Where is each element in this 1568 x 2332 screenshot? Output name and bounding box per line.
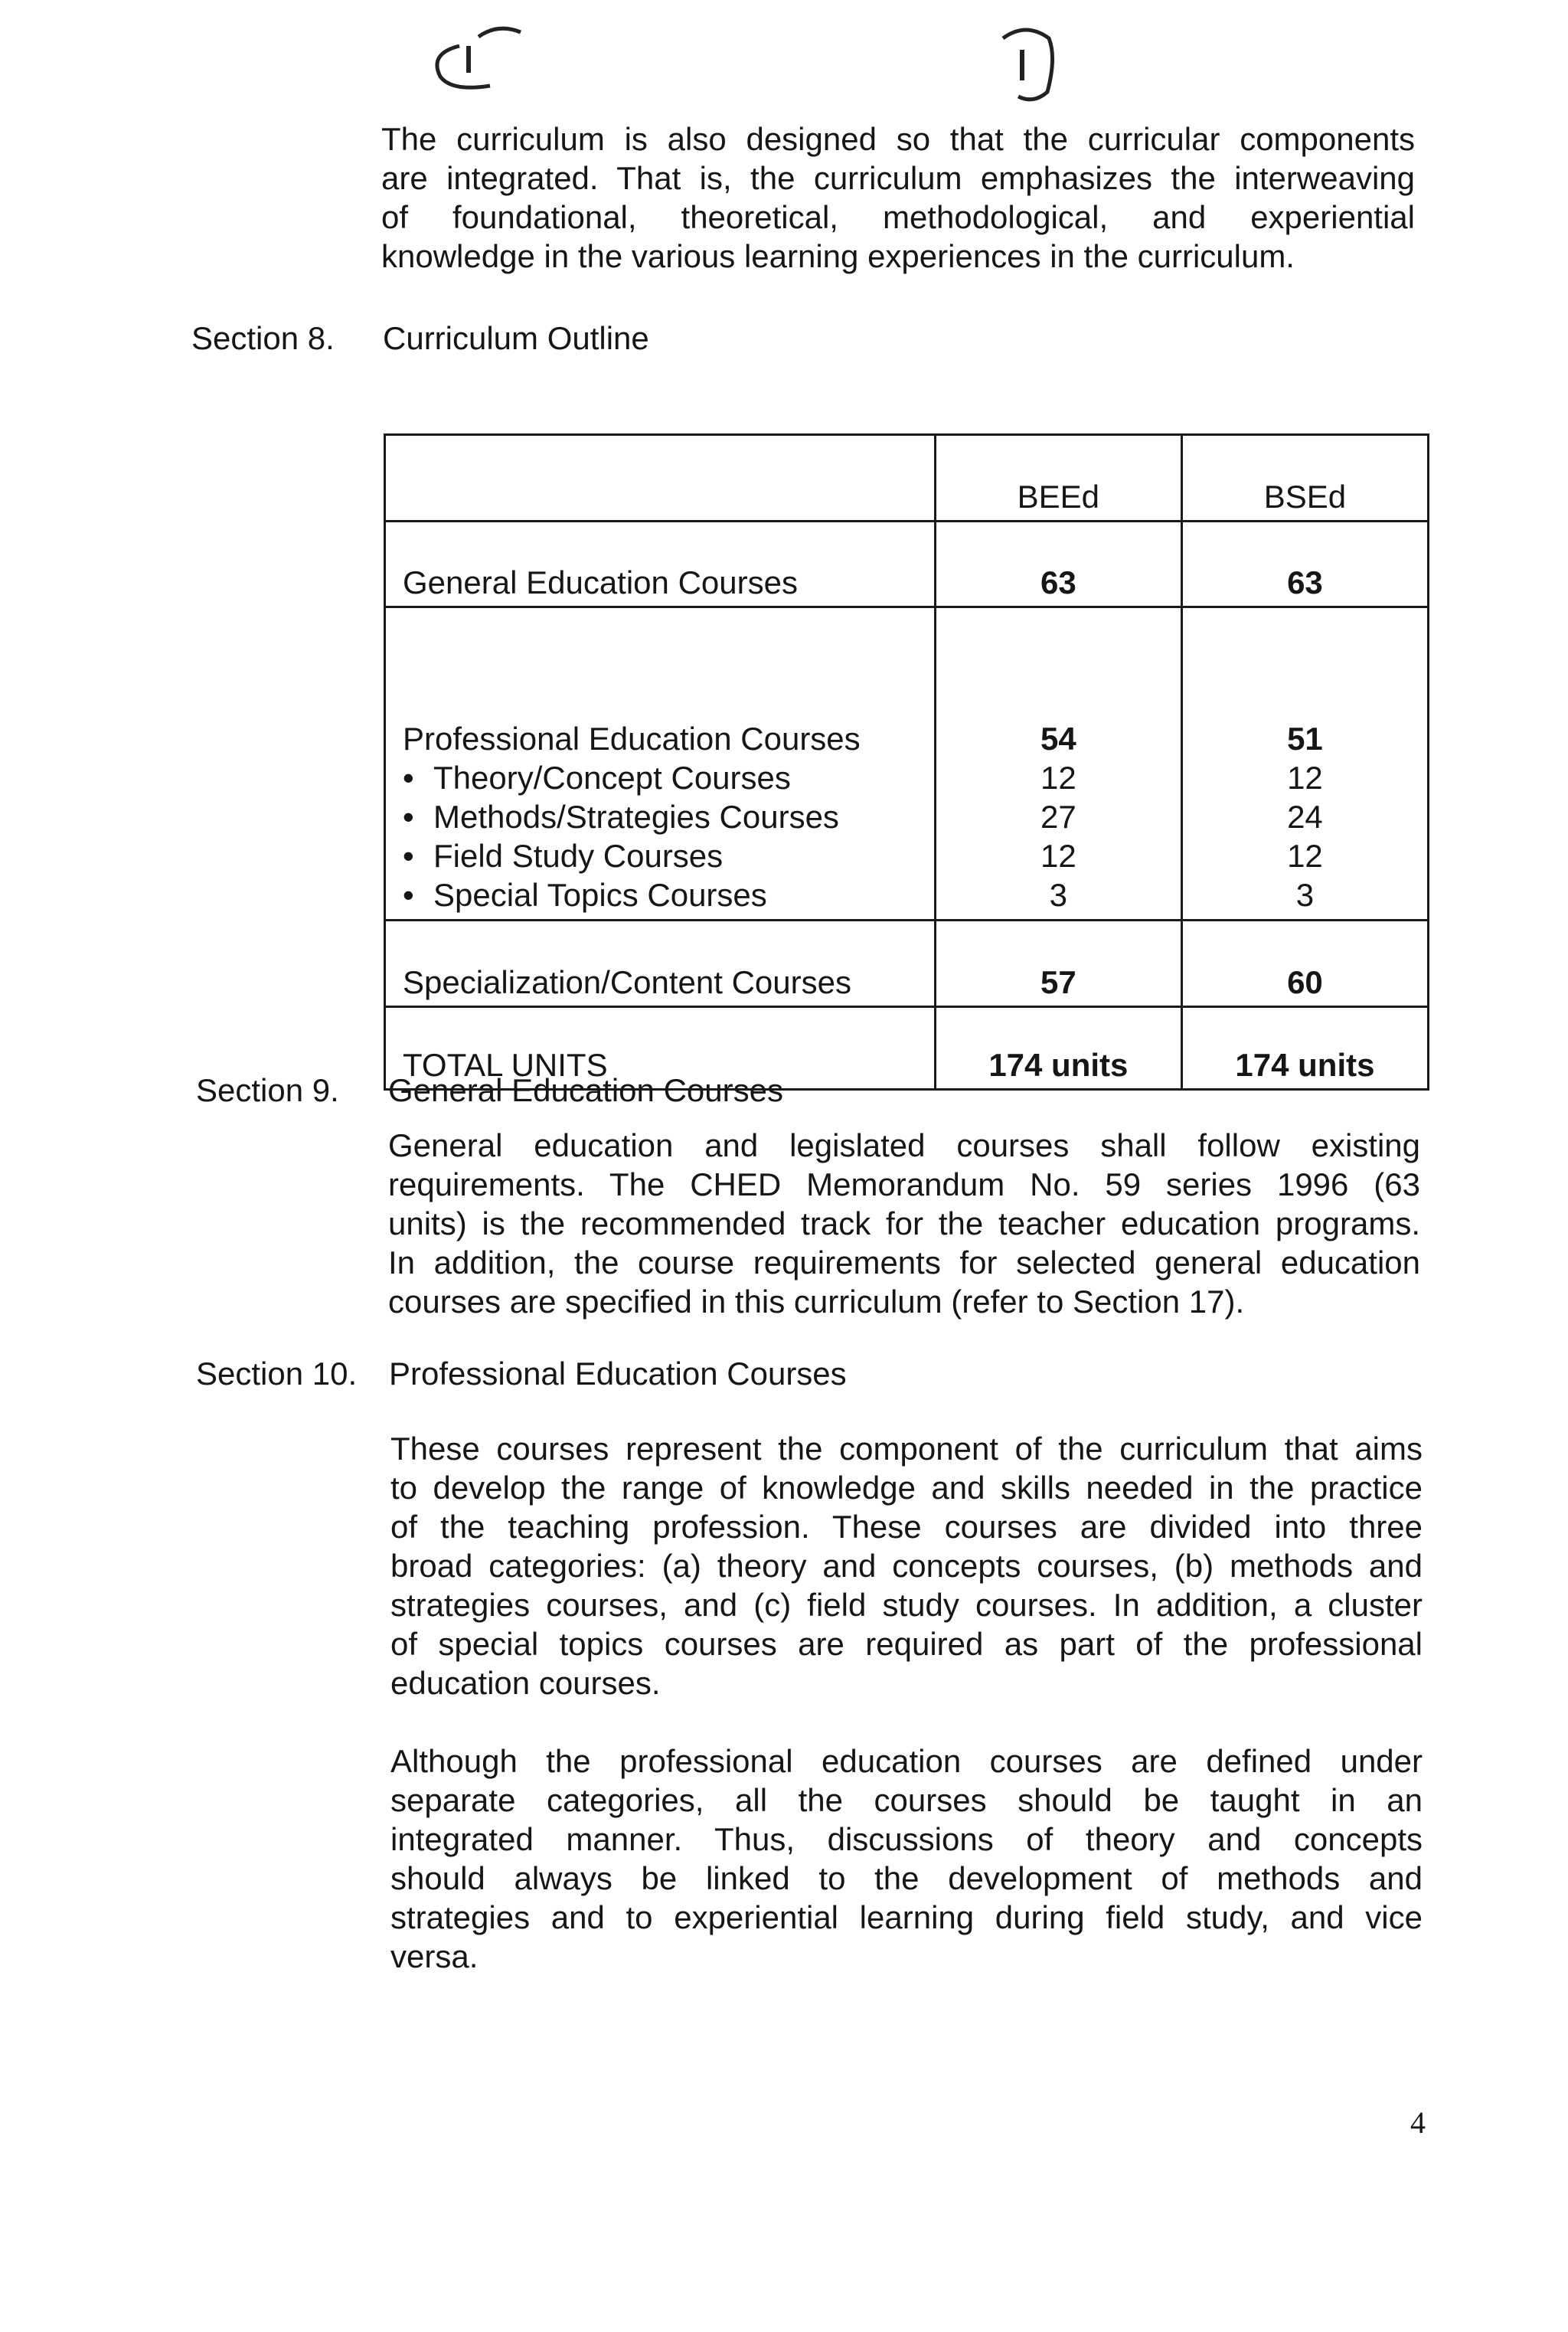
curriculum-outline-table [384,433,1429,1091]
section-10-title: Professional Education Courses [389,1356,847,1392]
beed-sub-value: 3 [1049,877,1068,913]
table-row-general-education [385,522,1429,607]
section-10-line: integrated manner. Thus, discussions of theory and concepts [390,1821,1423,1857]
sub-item-label: • Special Topics Courses [403,875,934,914]
section-10-line: to develop the range of knowledge and skills needed in the practice [390,1470,1423,1506]
row-label: Specialization/Content Courses [385,921,936,1007]
section-9-number: Section 9. [196,1072,339,1108]
bsed-value: 51 [1287,721,1323,757]
section-10-line: Although the professional education courses are defined under [390,1743,1423,1779]
table-header-bsed: BSEd [1181,435,1428,522]
bsed-sub-value: 12 [1287,760,1323,796]
intro-line: knowledge in the various learning experiences in the curriculum. [381,238,1295,274]
bsed-value: 63 [1181,522,1428,607]
beed-value: 63 [935,522,1181,607]
page-number: 4 [1410,2105,1426,2140]
beed-sub-value: 12 [1040,760,1076,796]
beed-value: 57 [935,921,1181,1007]
bsed-value-group [1181,607,1428,921]
intro-line: The curriculum is also designed so that the curricular components [381,121,1415,157]
row-label: General Education Courses [385,522,936,607]
section-10-line: broad categories: (a) theory and concepts courses, (b) methods and [390,1548,1423,1584]
sub-item-label: • Methods/Strategies Courses [403,797,934,836]
beed-value: 54 [1040,721,1076,757]
bsed-value: 174 units [1181,1007,1428,1090]
section-10-paragraph-1 [390,1429,1423,1702]
beed-sub-value: 27 [1040,799,1076,835]
section-10-line: versa. [390,1938,479,1974]
section-9-paragraph [388,1126,1420,1321]
beed-value-group [935,607,1181,921]
section-10-line: of the teaching profession. These courses are divided into three [390,1509,1423,1545]
section-9-title: General Education Courses [388,1072,783,1108]
section-10-line: strategies and to experiential learning during field study, and vice [390,1899,1423,1935]
sub-item-label: • Field Study Courses [403,836,934,875]
table-row-specialization [385,921,1429,1007]
section-10-line: These courses represent the component of the curriculum that aims [390,1431,1423,1467]
section-10-number: Section 10. [196,1356,358,1392]
section-9-line: In addition, the course requirements for selected general education [388,1244,1420,1280]
section-8-number: Section 8. [191,320,335,356]
table-row-professional-education [385,607,1429,921]
bsed-sub-value: 3 [1295,877,1315,913]
table-header-cell [385,435,936,522]
row-label: Professional Education Courses [403,721,861,757]
sub-item-label: • Theory/Concept Courses [403,758,934,797]
section-10-line: separate categories, all the courses should be taught in an [390,1782,1423,1818]
section-10-line: strategies courses, and (c) field study courses. In addition, a cluster [390,1587,1423,1623]
table-header-row [385,435,1429,522]
section-9-line: requirements. The CHED Memorandum No. 59 series 1996 (63 [388,1166,1420,1202]
section-10-line: should always be linked to the development of methods and [390,1860,1423,1896]
bsed-sub-value: 24 [1287,799,1323,835]
section-10-line: of special topics courses are required as part of the professional [390,1626,1423,1662]
bsed-sub-value: 12 [1287,838,1323,874]
intro-line: of foundational, theoretical, methodological, and experiential [381,199,1415,235]
beed-value: 174 units [935,1007,1181,1090]
intro-line: are integrated. That is, the curriculum emphasizes the interweaving [381,160,1415,196]
section-9-line: units) is the recommended track for the teacher education programs. [388,1205,1420,1241]
row-label: TOTAL UNITS [385,1007,936,1090]
bsed-value: 60 [1181,921,1428,1007]
section-8-title: Curriculum Outline [383,320,649,356]
section-10-paragraph-2 [390,1742,1423,1976]
section-9-line: General education and legislated courses shall follow existing [388,1127,1420,1163]
row-label-group [385,607,936,921]
intro-paragraph [381,119,1415,276]
table-header-beed: BEEd [935,435,1181,522]
beed-sub-value: 12 [1040,838,1076,874]
section-10-line: education courses. [390,1665,661,1701]
section-9-line: courses are specified in this curriculum (refer to Section 17). [388,1284,1245,1320]
